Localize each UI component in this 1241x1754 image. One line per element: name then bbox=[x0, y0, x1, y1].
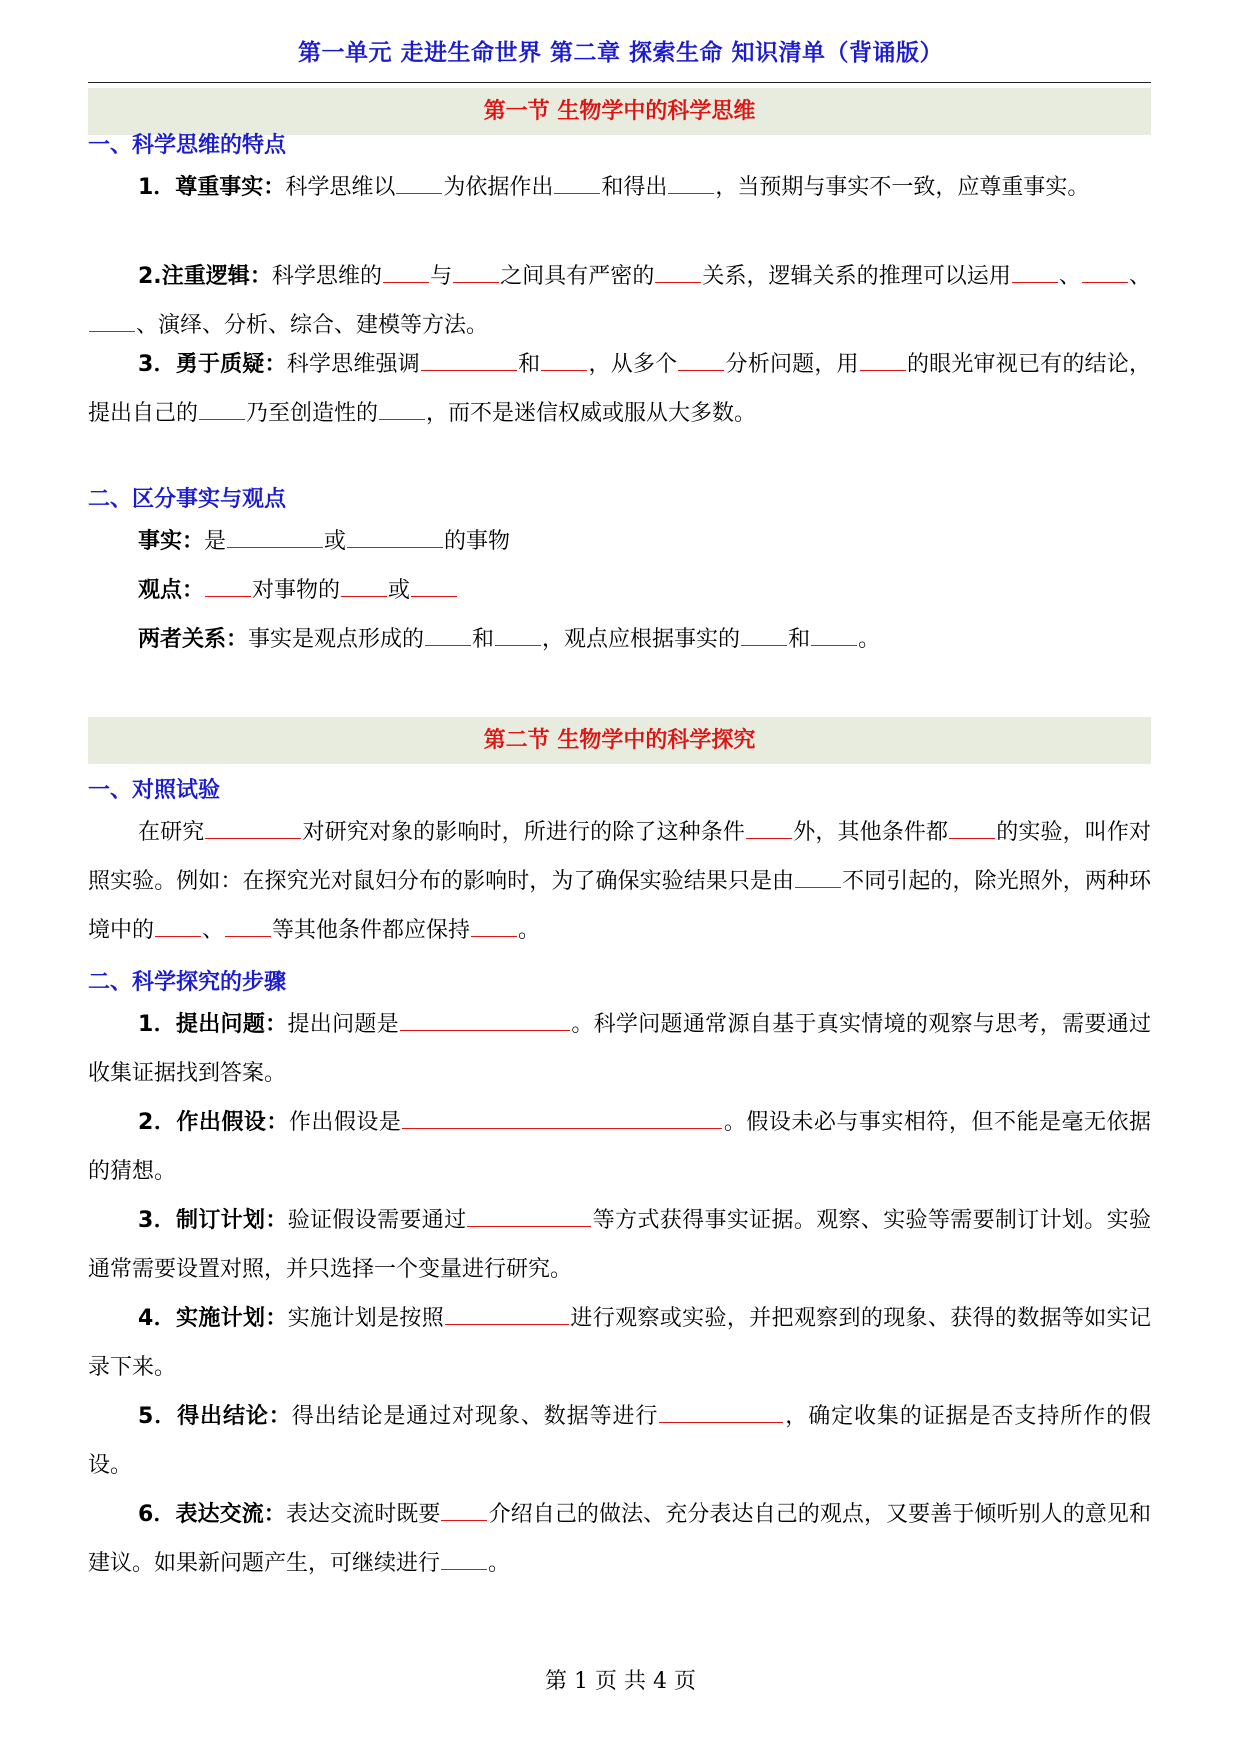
heading-control-experiment: 一、对照试验 bbox=[88, 778, 221, 803]
section-1-banner: 第一节 生物学中的科学思维 bbox=[88, 88, 1151, 135]
paragraph-respect-facts: 1．尊重事实：科学思维以 为依据作出 和得出 ，当预期与事实不一致，应尊重事实。 bbox=[88, 163, 1151, 212]
item-lead: 1．提出问题： bbox=[138, 1012, 288, 1037]
heading-inquiry-steps: 二、科学探究的步骤 bbox=[88, 970, 287, 995]
blank-line[interactable] bbox=[400, 1008, 570, 1031]
blank-line[interactable] bbox=[949, 816, 995, 839]
blank-line[interactable] bbox=[402, 1106, 722, 1129]
item-lead: 3．制订计划： bbox=[138, 1208, 288, 1233]
blank-line[interactable] bbox=[668, 171, 714, 194]
item-lead: 3．勇于质疑： bbox=[138, 352, 287, 377]
blank-line[interactable] bbox=[441, 1547, 487, 1570]
item-lead: 2．作出假设： bbox=[138, 1110, 289, 1135]
section-2-banner: 第二节 生物学中的科学探究 bbox=[88, 717, 1151, 764]
blank-line[interactable] bbox=[347, 525, 443, 548]
item-lead: 事实： bbox=[138, 529, 205, 554]
blank-line[interactable] bbox=[155, 914, 201, 937]
item-lead: 1．尊重事实： bbox=[138, 175, 286, 200]
paragraph-control-experiment: 在研究 对研究对象的影响时，所进行的除了这种条件 外，其他条件都 的实验，叫作对照实验。例如：在探究光对鼠妇分布的影响时，为了确保实验结果只是由 不同引起的，除光照外，两种环境中的 、 等其他条件都应保持 。 bbox=[88, 808, 1151, 955]
blank-line[interactable] bbox=[495, 623, 541, 646]
blank-line[interactable] bbox=[860, 348, 906, 371]
paragraph-step-plan: 3．制订计划：验证假设需要通过 等方式获得事实证据。观察、实验等需要制订计划。实验通常需要设置对照，并只选择一个变量进行研究。 bbox=[88, 1196, 1151, 1294]
paragraph-logic: 2.注重逻辑：科学思维的 与 之间具有严密的 关系，逻辑关系的推理可以运用 、 、、演绎、分析、综合、建模等方法。 bbox=[88, 252, 1151, 350]
blank-line[interactable] bbox=[396, 171, 442, 194]
heading-fact-vs-opinion: 二、区分事实与观点 bbox=[88, 487, 287, 512]
paragraph-opinion: 观点： 对事物的 或 bbox=[88, 566, 1151, 615]
paragraph-step-implement: 4．实施计划：实施计划是按照 进行观察或实验，并把观察到的现象、获得的数据等如实记录下来。 bbox=[88, 1294, 1151, 1392]
paragraph-questioning: 3．勇于质疑：科学思维强调 和 ，从多个 分析问题，用 的眼光审视已有的结论，提出自己的 乃至创造性的 ，而不是迷信权威或服从大多数。 bbox=[88, 340, 1151, 438]
blank-line[interactable] bbox=[554, 171, 600, 194]
blank-line[interactable] bbox=[471, 914, 517, 937]
blank-line[interactable] bbox=[811, 623, 857, 646]
blank-line[interactable] bbox=[795, 865, 841, 888]
header-divider bbox=[88, 82, 1151, 83]
blank-line[interactable] bbox=[425, 623, 471, 646]
heading-science-thinking-features: 一、科学思维的特点 bbox=[88, 133, 287, 158]
blank-line[interactable] bbox=[341, 574, 387, 597]
paragraph-step-question: 1．提出问题：提出问题是 。科学问题通常源自基于真实情境的观察与思考，需要通过收集证据找到答案。 bbox=[88, 1000, 1151, 1098]
blank-line[interactable] bbox=[1082, 260, 1128, 283]
page-header-title: 第一单元 走进生命世界 第二章 探索生命 知识清单（背诵版） bbox=[297, 40, 944, 66]
blank-line[interactable] bbox=[379, 397, 425, 420]
page-number-footer: 第 1 页 共 4 页 bbox=[545, 1669, 696, 1694]
item-lead: 5．得出结论： bbox=[138, 1404, 292, 1429]
paragraph-step-communicate: 6．表达交流：表达交流时既要 介绍自己的做法、充分表达自己的观点，又要善于倾听别人的意见和建议。如果新问题产生，可继续进行 。 bbox=[88, 1490, 1151, 1588]
blank-line[interactable] bbox=[205, 574, 251, 597]
paragraph-fact: 事实：是 或 的事物 bbox=[88, 517, 1151, 566]
blank-line[interactable] bbox=[445, 1302, 569, 1325]
blank-line[interactable] bbox=[441, 1498, 487, 1521]
paragraph-relation: 两者关系：事实是观点形成的 和 ，观点应根据事实的 和 。 bbox=[88, 615, 1151, 664]
blank-line[interactable] bbox=[741, 623, 787, 646]
blank-line[interactable] bbox=[467, 1204, 591, 1227]
blank-line[interactable] bbox=[1012, 260, 1058, 283]
blank-line[interactable] bbox=[225, 914, 271, 937]
blank-line[interactable] bbox=[421, 348, 517, 371]
blank-line[interactable] bbox=[89, 309, 135, 332]
blank-line[interactable] bbox=[227, 525, 323, 548]
paragraph-step-hypothesis: 2．作出假设：作出假设是 。假设未必与事实相符，但不能是毫无依据的猜想。 bbox=[88, 1098, 1151, 1196]
blank-line[interactable] bbox=[383, 260, 429, 283]
item-lead: 两者关系： bbox=[138, 627, 249, 652]
blank-line[interactable] bbox=[659, 1400, 783, 1423]
blank-line[interactable] bbox=[678, 348, 724, 371]
blank-line[interactable] bbox=[453, 260, 499, 283]
item-lead: 2.注重逻辑： bbox=[138, 264, 272, 289]
blank-line[interactable] bbox=[411, 574, 457, 597]
blank-line[interactable] bbox=[746, 816, 792, 839]
blank-line[interactable] bbox=[541, 348, 587, 371]
paragraph-step-conclusion: 5．得出结论：得出结论是通过对现象、数据等进行 ，确定收集的证据是否支持所作的假设。 bbox=[88, 1392, 1151, 1490]
item-lead: 观点： bbox=[138, 578, 205, 603]
item-lead: 4．实施计划： bbox=[138, 1306, 288, 1331]
blank-line[interactable] bbox=[205, 816, 301, 839]
blank-line[interactable] bbox=[199, 397, 245, 420]
blank-line[interactable] bbox=[655, 260, 701, 283]
item-lead: 6．表达交流： bbox=[138, 1502, 286, 1527]
